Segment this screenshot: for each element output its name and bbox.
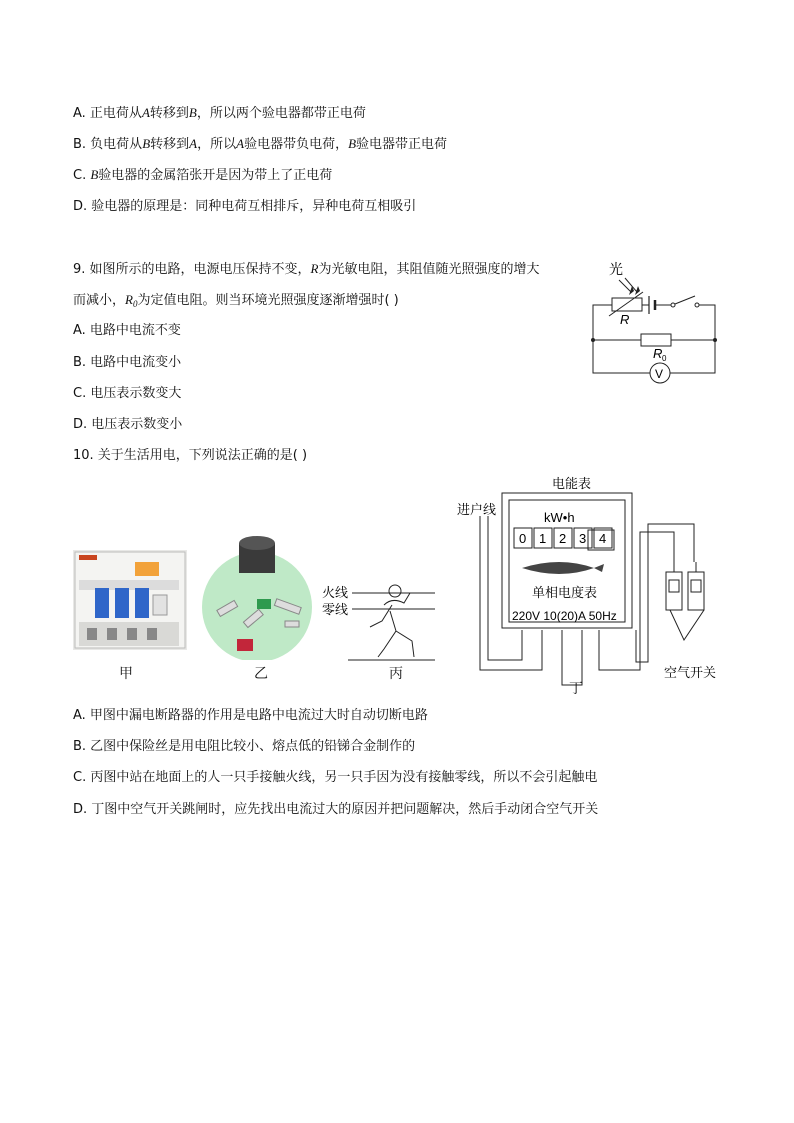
inlet-label: 进户线 (457, 502, 497, 517)
breaker-left-icon (666, 572, 682, 610)
caption-yi: 乙 (254, 666, 268, 682)
meter-digit: 4 (599, 531, 607, 546)
fuse-wire-image (195, 535, 320, 660)
meter-digit: 3 (579, 531, 587, 546)
q10-stem: 10. 关于生活用电，下列说法正确的是( ) (73, 448, 308, 463)
q9-stem-line1: 9. 如图所示的电路，电源电压保持不变，R为光敏电阻，其阻值随光照强度的增大 (73, 261, 540, 277)
q8-option-b: B. 负电荷从B转移到A，所以A验电器带负电荷，B验电器带正电荷 (73, 136, 448, 152)
photoresistor-icon (612, 298, 642, 311)
breaker-right-icon (688, 572, 704, 610)
voltmeter-label: V (655, 367, 664, 381)
leakage-breaker-image (73, 550, 187, 650)
live-wire-label: 火线 (322, 585, 349, 600)
meter-digit: 2 (559, 531, 567, 546)
q10-option-b: B. 乙图中保险丝是用电阻比较小、熔点低的铅锑合金制作的 (73, 739, 416, 754)
meter-digit: 0 (519, 531, 527, 546)
breaker-label: 空气开关 (664, 665, 717, 680)
switch-icon (675, 296, 695, 304)
caption-ding: 丁 (569, 681, 583, 697)
meter-title: 电能表 (552, 476, 592, 491)
q10-option-c: C. 丙图中站在地面上的人一只手接触火线，另一只手因为没有接触零线，所以不会引起触电 (73, 770, 598, 785)
q9-option-c: C. 电压表示数变大 (73, 386, 182, 401)
neutral-wire-label: 零线 (322, 602, 349, 617)
meter-unit: kW•h (544, 510, 575, 525)
q10-option-a: A. 甲图中漏电断路器的作用是电路中电流过大时自动切断电路 (73, 708, 428, 723)
caption-bing: 丙 (389, 666, 403, 682)
q8-option-d: D. 验电器的原理是：同种电荷互相排斥，异种电荷互相吸引 (73, 199, 417, 214)
q9-option-d: D. 电压表示数变小 (73, 417, 183, 432)
q9-option-a: A. 电路中电流不变 (73, 323, 181, 338)
electric-shock-image (320, 575, 440, 665)
r0-label: R (653, 346, 663, 361)
q9-stem-line2: 而减小，$R_0$为定值电阻。则当环境光照强度逐渐增强时( ) (73, 292, 399, 309)
r-label: R (620, 312, 630, 327)
meter-digit: 1 (539, 531, 547, 546)
meter-spec: 220V 10(20)A 50Hz (512, 609, 617, 623)
q8-option-a: A. 正电荷从A转移到B，所以两个验电器都带正电荷 (73, 105, 366, 121)
fixed-resistor-icon (641, 334, 671, 346)
q9-option-b: B. 电路中电流变小 (73, 355, 182, 370)
meter-name: 单相电度表 (532, 585, 598, 600)
q10-option-d: D. 丁图中空气开关跳闸时，应先找出电流过大的原因并把问题解决，然后手动闭合空气开关 (73, 802, 599, 817)
q8-option-c: C. B验电器的金属箔张开是因为带上了正电荷 (73, 167, 333, 183)
light-label: 光 (609, 261, 623, 277)
r0-subscript: 0 (662, 354, 667, 363)
energy-meter-diagram (452, 472, 727, 697)
caption-jia: 甲 (119, 666, 133, 682)
q9-circuit-diagram (585, 258, 725, 388)
